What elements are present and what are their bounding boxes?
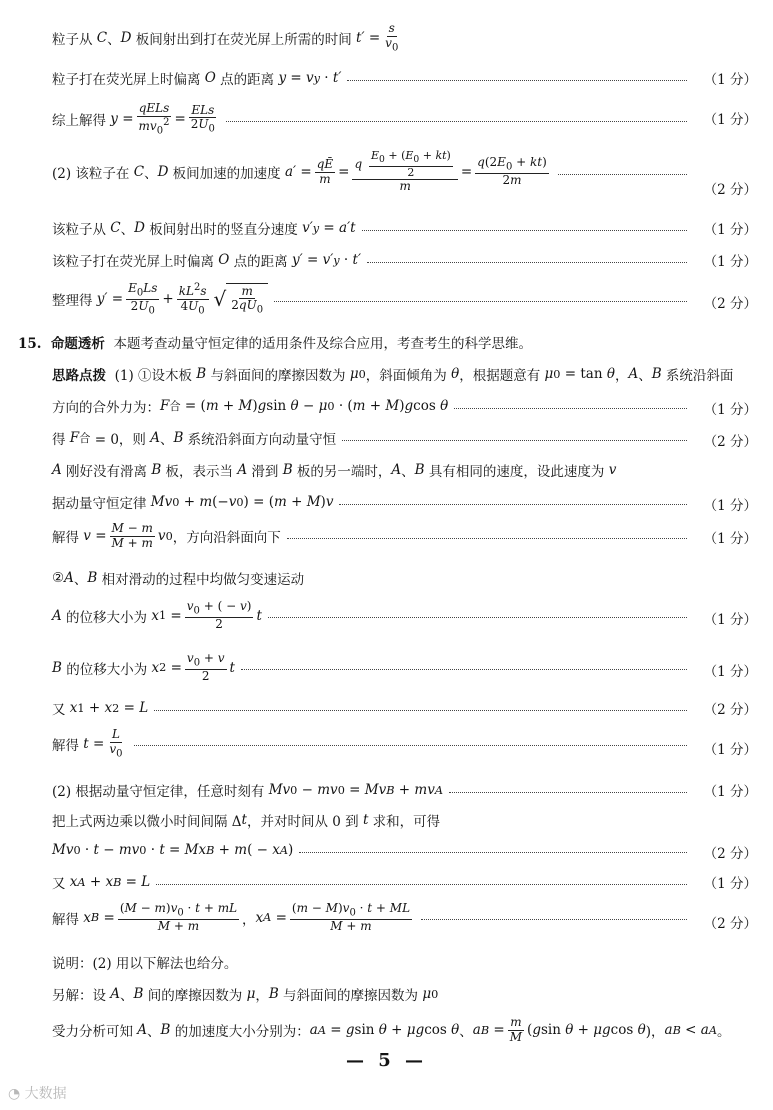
score-3: （2 分）: [703, 182, 757, 198]
line-9: 方向的合外力为： F 合 = ( m + M ) g sin θ − μ 0 · ( m + M ) g cos θ: [52, 396, 693, 416]
line-10: 得 F 合 = 0，则 A 、 B 系统沿斜面方向动量守恒: [52, 428, 693, 448]
line-4: 该粒子从 C 、 D 板间射出时的竖直分速度 v′ y = a′t: [52, 218, 693, 238]
score-22: （1 分）: [703, 876, 757, 892]
line-20: 把上式两边乘以微小时间间隔 Δ t ，并对时间从 0 到 t 求和，可得: [52, 812, 441, 830]
line-19: (2) 根据动量守恒定律，任意时刻有 Mv 0 − mv 0 = Mv B + mv A: [52, 780, 693, 800]
line-26: 受力分析可知 A 、 B 的加速度大小分别为： a A = g sin θ + μg cos θ 、 a B = m M ( g sin θ + μg cos θ )， a B < a A 。: [52, 1015, 731, 1044]
line-23: 解得 x B = $(M - m)v_0 \cdot t$ + mL M + m ， x A = $(m - M)v_0 \cdot t$ + ML M + m: [52, 902, 693, 934]
watermark: [8, 1083, 67, 1103]
score-23: （2 分）: [703, 916, 757, 932]
line-7: 15. 命题透析 本题考查动量守恒定律的适用条件及综合应用，考查考生的科学思维。: [18, 336, 532, 352]
line-16: B 的位移大小为 x 2 = $v_0 + v$ 2 t: [52, 652, 693, 684]
line-8: 思路点拨 (1) ①设木板 B 与斜面间的摩擦因数为 μ 0 ，斜面倾角为 θ ，根据题意有 μ 0 = tan θ ， A 、 B 系统沿斜面: [52, 366, 734, 384]
score-15: （1 分）: [703, 612, 757, 628]
line-13: 解得 v = M − m M + m v 0 ，方向沿斜面向下: [52, 522, 693, 551]
score-12: （1 分）: [703, 498, 757, 514]
line-14: ② A 、 B 相对滑动的过程中均做匀变速运动: [52, 570, 305, 588]
line-25: 另解：设 A 、 B 间的摩擦因数为 μ ， B 与斜面间的摩擦因数为 μ 0: [52, 986, 439, 1004]
line-24: 说明：(2) 用以下解法也给分。: [52, 956, 238, 972]
watermark-text: 大数据: [24, 1086, 67, 1102]
score-2: （1 分）: [703, 112, 757, 128]
score-16: （1 分）: [703, 664, 757, 680]
line-12: 据动量守恒定律 Mv 0 + m (− v 0 ) = ( m + M ) v: [52, 492, 693, 512]
score-19: （1 分）: [703, 784, 757, 800]
line-15: A 的位移大小为 x 1 = $v_0$ + ( − v) 2 t: [52, 600, 693, 632]
line-5: 该粒子打在荧光屏上时偏离 O 点的距离 y′ = v′ y · t′: [52, 250, 693, 270]
score-13: （1 分）: [703, 531, 757, 547]
line-18: 解得 t = L $v_0$: [52, 728, 693, 760]
line-6: 整理得 y′ = $E_0Ls$ $2U_0$ + $kL^2s$ $4U_0$ √ $\frac{m}{2qU_0}$: [52, 282, 693, 317]
score-10: （2 分）: [703, 434, 757, 450]
line-22: 又 x A + x B = L: [52, 872, 693, 892]
line-11: A 刚好没有滑离 B 板，表示当 A 滑到 B 板的另一端时， A 、 B 具有相同的速度，设此速度为 v: [52, 462, 617, 480]
line-21: Mv 0 · t − mv 0 · t = Mx B + m ( − x A ): [52, 842, 693, 858]
score-9: （1 分）: [703, 402, 757, 418]
line-0: 粒子从 C 、 D 板间射出到打在荧光屏上所需的时间 t′ = s $v_0$: [52, 21, 399, 54]
page-number: — 5 —: [345, 1050, 428, 1071]
score-6: （2 分）: [703, 296, 757, 312]
score-4: （1 分）: [703, 222, 757, 238]
line-3: (2) 该粒子在 C 、 D 板间加速的加速度 a′ = qĒ m = q $\frac{E_0 + (E_0 + kt)}{2}$ m = $q(2E_0 + kt)$ 2m: [52, 150, 693, 194]
watermark-icon: ◔: [8, 1086, 21, 1102]
line-1: 粒子打在荧光屏上时偏离 O 点的距离 y = v y · t′: [52, 68, 693, 88]
score-1: （1 分）: [703, 72, 757, 88]
line-2: 综上解得 y = qELs $mv_0^2$ = ELs $2U_0$: [52, 102, 693, 137]
score-18: （1 分）: [703, 742, 757, 758]
score-5: （1 分）: [703, 254, 757, 270]
line-17: 又 x 1 + x 2 = L: [52, 698, 693, 718]
score-21: （2 分）: [703, 846, 757, 862]
score-17: （2 分）: [703, 702, 757, 718]
